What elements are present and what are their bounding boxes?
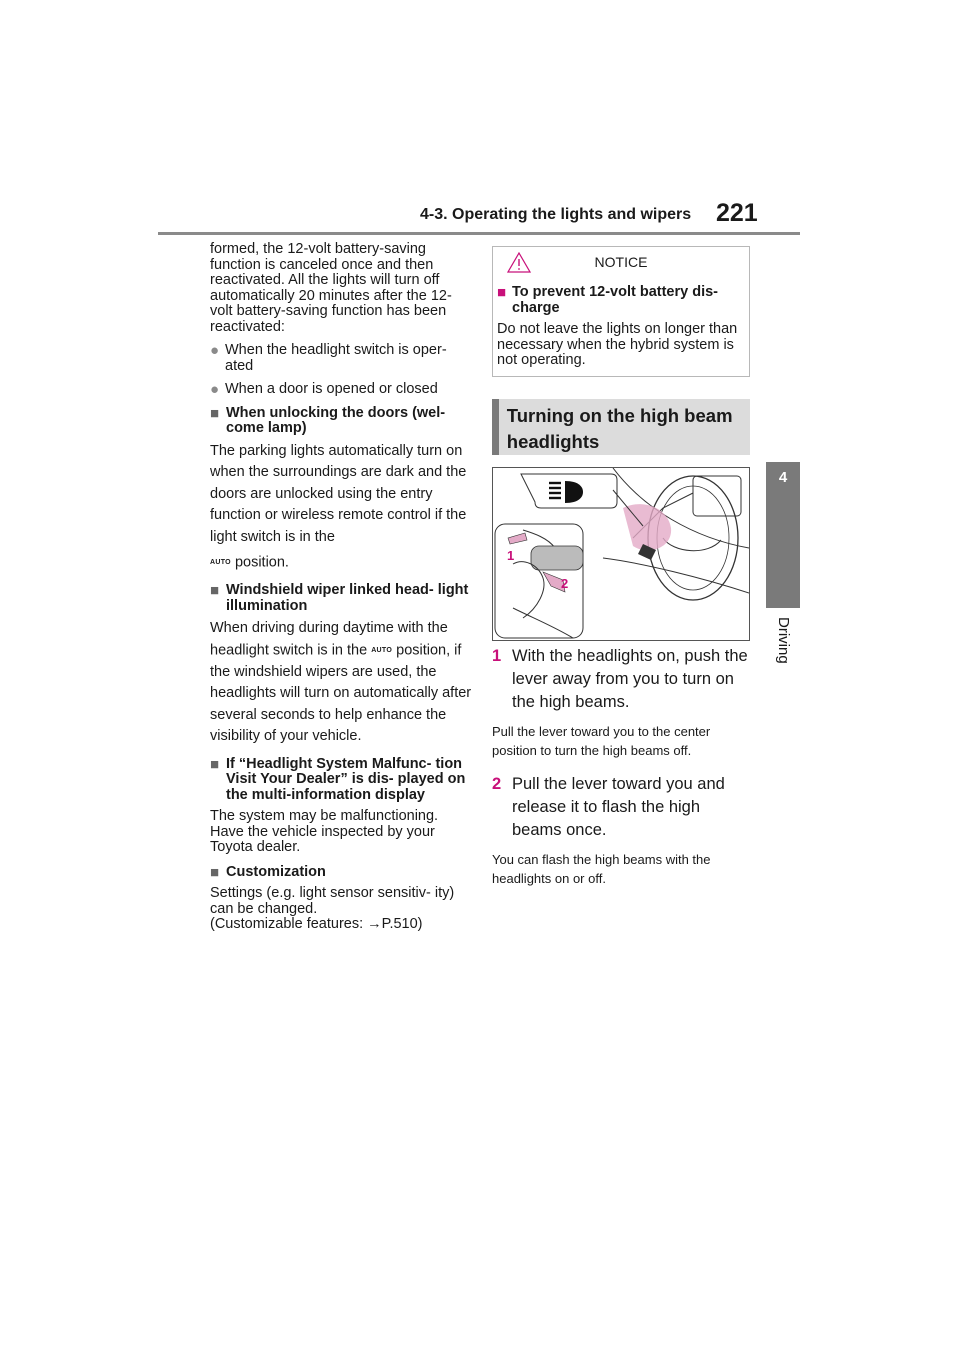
- welcome-lamp-heading-text: When unlocking the doors (wel- come lamp): [226, 404, 446, 436]
- callout-number-1: 1: [507, 547, 515, 563]
- bullet-item: [210, 382, 472, 398]
- square-bullet-icon: ■: [497, 284, 507, 301]
- bullet-icon: ●: [210, 342, 220, 359]
- intro-paragraph: formed, the 12-volt battery-saving function is canceled once and then reactivated. All the lights will turn off automatically 20 minutes after the 12-volt battery-saving function has been reactivated:: [210, 241, 452, 335]
- malfunction-body: The system may be malfunctioning. Have the vehicle inspected by your Toyota dealer.: [210, 808, 439, 856]
- wiper-linked-body: [210, 618, 472, 748]
- welcome-lamp-tail-text: position.: [234, 554, 289, 571]
- step-item: [492, 645, 750, 714]
- notice-body: [493, 277, 749, 376]
- welcome-lamp-heading: [210, 406, 472, 437]
- step-note: You can flash the high beams with the headlights on or off.: [492, 851, 711, 886]
- notice-text: Do not leave the lights on longer than necessary when the hybrid system is not operating.: [497, 321, 738, 368]
- section-heading-band: [492, 399, 750, 455]
- malfunction-heading: [210, 757, 472, 804]
- notice-header: [493, 247, 749, 277]
- welcome-lamp-tail: [210, 552, 472, 574]
- step-text: With the headlights on, push the lever away from you to turn on the high beams.: [512, 646, 748, 711]
- customization-body: Settings (e.g. light sensor sensitiv- ity) can be changed.: [210, 885, 455, 917]
- section-heading-bar: [492, 399, 499, 455]
- step-number: 2: [492, 774, 502, 793]
- wiper-linked-body-start: When driving during daytime with the headlight switch is in the: [210, 620, 448, 659]
- welcome-lamp-body: The parking lights automatically turn on when the surroundings are dark and the doors are unlocked using the entry function or wireless remote control if the light switch is in the: [210, 442, 467, 545]
- callout-number-2: 2: [561, 575, 569, 591]
- step-number: 1: [492, 646, 502, 665]
- wiper-linked-heading-text: Windshield wiper linked head- light illumination: [226, 582, 469, 614]
- right-column: [492, 246, 750, 901]
- auto-position-icon: AUTO: [210, 559, 231, 566]
- notice-subheading-text: To prevent 12-volt battery dis- charge: [512, 284, 718, 316]
- square-bullet-icon: ■: [210, 863, 220, 881]
- steering-column-drawing: [493, 468, 749, 640]
- notice-subheading: [497, 285, 743, 316]
- bullet-text: When the headlight switch is oper- ated: [225, 342, 447, 374]
- chapter-label-text: Driving: [775, 617, 792, 664]
- page-number: 221: [716, 199, 758, 227]
- square-bullet-icon: ■: [210, 404, 220, 422]
- notice-label: NOTICE: [594, 254, 648, 270]
- step-note: Pull the lever toward you to the center position to turn the high beams off.: [492, 723, 711, 758]
- wiper-linked-body-end: position, if the windshield wipers are used, the headlights will turn on automatically after several seconds to help enhance the visibility of your vehicle.: [210, 642, 472, 745]
- notice-box: [492, 246, 750, 377]
- warning-triangle-icon: [507, 252, 531, 273]
- wiper-linked-heading: [210, 583, 472, 614]
- bullet-text: When a door is opened or closed: [225, 381, 438, 397]
- high-beam-illustration: [492, 467, 750, 641]
- high-beam-icon: [549, 481, 583, 503]
- auto-position-icon: AUTO: [371, 646, 393, 654]
- step-text: Pull the lever toward you and release it to flash the high beams once.: [512, 774, 725, 839]
- customization-reference[interactable]: (Customizable features: →P.510): [210, 916, 423, 933]
- header-rule: [158, 232, 800, 235]
- section-heading: Turning on the high beam headlights: [506, 404, 733, 452]
- step-item: [492, 773, 750, 842]
- square-bullet-icon: ■: [210, 755, 220, 773]
- left-column: [210, 242, 472, 933]
- bullet-item: [210, 343, 472, 374]
- chapter-tab: [766, 462, 800, 608]
- chapter-label: [773, 617, 793, 677]
- customization-heading-text: Customization: [226, 863, 326, 880]
- bullet-icon: ●: [210, 381, 220, 398]
- chapter-number: 4: [778, 469, 788, 486]
- customization-heading: [210, 865, 472, 881]
- header-section-title: 4-3. Operating the lights and wipers: [420, 206, 692, 223]
- malfunction-heading-text: If “Headlight System Malfunc- tion Visit Your Dealer” is dis- played on the multi-information display: [226, 755, 466, 803]
- square-bullet-icon: ■: [210, 582, 220, 600]
